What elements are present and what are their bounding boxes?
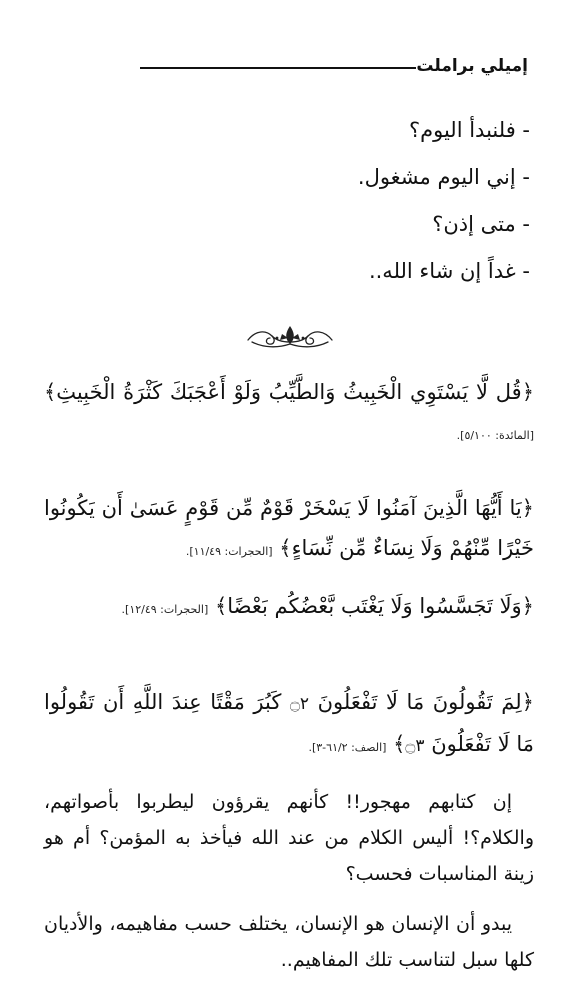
verse-text: ﴿يَا أَيُّهَا الَّذِينَ آمَنُوا لَا يَسْخَرْ قَوْمٌ مِّن قَوْمٍ عَسَىٰ أَن يَكُونُوا خَيْرًا مِّنْهُمْ وَلَا نِسَاءٌ مِّن نِّسَاءٍ﴾ (44, 496, 534, 560)
page-header (140, 56, 528, 86)
verse-text: ﴿قُل لَّا يَسْتَوِي الْخَبِيثُ وَالطَّيِّبُ وَلَوْ أَعْجَبَكَ كَثْرَةُ الْخَبِيثِ﴾ (44, 380, 534, 404)
paragraph-text: يبدو أن الإنسان هو الإنسان، يختلف حسب مفاهيمه، والأديان كلها سبل لتناسب تلك المفاهيم.. (44, 913, 534, 971)
dialogue-line: - متى إذن؟ (432, 212, 530, 236)
quran-verse (44, 372, 534, 456)
verse-text: ﴿لِمَ تَقُولُونَ مَا لَا تَفْعَلُونَ (317, 690, 534, 714)
dialogue-list (48, 110, 530, 298)
quran-verse (44, 488, 534, 572)
verse-reference: [الحجرات: ١١/٤٩]. (185, 545, 273, 558)
dialogue-line: - إني اليوم مشغول. (357, 165, 530, 189)
body-paragraph (44, 784, 534, 892)
running-header-title: إميلي براملت (416, 56, 528, 76)
paragraph-text: إن كتابهم مهجور!! كأنهم يقرؤون ليطربوا بأصواتهم، والكلام؟! أليس الكلام من عند الله فيأخذ به المؤمن؟ أم هو زينة المناسبات فحسب؟ (44, 791, 534, 885)
quran-verse (44, 682, 534, 768)
dialogue-line: - غداً إن شاء الله.. (368, 259, 530, 283)
ayah-number-marker: ۝٢ (289, 694, 310, 714)
verse-text: كَبُرَ مَقْتًا عِندَ اللَّهِ أَن تَقُولُوا مَا لَا تَفْعَلُونَ (44, 690, 534, 756)
verse-reference: [الصف: ٦١/٢-٣]. (308, 741, 387, 754)
verse-reference: [الحجرات: ١٢/٤٩]. (121, 603, 209, 616)
verse-close-bracket: ﴾ (393, 732, 406, 756)
section-divider-ornament-icon (244, 318, 336, 356)
ayah-number-marker: ۝٣ (405, 736, 425, 756)
verse-text: ﴿وَلَا تَجَسَّسُوا وَلَا يَغْتَب بَّعْضُكُم بَعْضًا﴾ (214, 594, 534, 618)
header-rule (140, 67, 416, 69)
body-paragraph (44, 906, 534, 978)
dialogue-line: - فلنبدأ اليوم؟ (408, 118, 530, 142)
verse-reference: [المائدة: ٥/١٠٠]. (456, 429, 534, 442)
quran-verse (44, 586, 534, 630)
